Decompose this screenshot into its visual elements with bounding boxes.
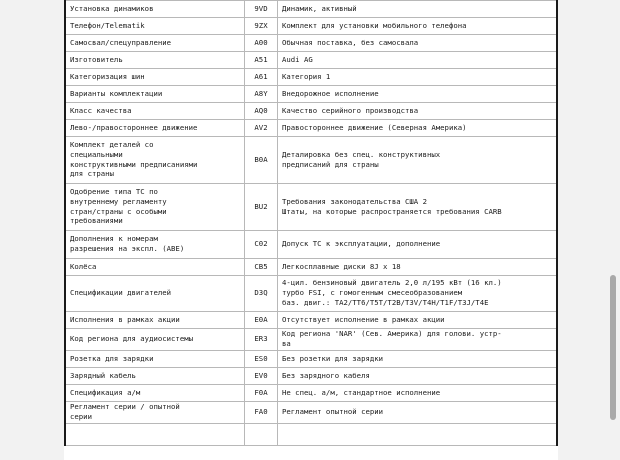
option-code [245,423,278,445]
option-code: EV0 [245,367,278,384]
option-value: Допуск ТС к эксплуатации, дополнение [278,230,557,258]
option-label: Лево-/правостороннее движение [66,119,245,136]
option-code: CB5 [245,258,278,275]
option-value: Категория 1 [278,68,557,85]
document-page [64,0,558,460]
option-label: Спецификация а/м [66,384,245,401]
option-code: A51 [245,51,278,68]
option-code: AV2 [245,119,278,136]
option-value: Без розетки для зарядки [278,350,557,367]
option-value: Комплект для установки мобильного телефона [278,17,557,34]
table-row [66,384,556,401]
option-code: ES0 [245,350,278,367]
option-label: Колёса [66,258,245,275]
option-label: Зарядный кабель [66,367,245,384]
option-code: BU2 [245,183,278,230]
table-row [66,328,556,350]
option-label: Телефон/Telematik [66,17,245,34]
option-value: Регламент опытной серии [278,401,557,423]
table-row [66,258,556,275]
option-code: C02 [245,230,278,258]
table-row [66,68,556,85]
option-value: Требования законодательства США 2 Штаты, на которые распространяется требования CARB [278,183,557,230]
option-value: Не спец. а/м, стандартное исполнение [278,384,557,401]
option-code: E0A [245,311,278,328]
table-row [66,17,556,34]
option-label: Установка динамиков [66,0,245,17]
option-value: Динамик, активный [278,0,557,17]
option-code: A8Y [245,85,278,102]
option-value: Отсутствует исполнение в рамках акции [278,311,557,328]
option-label: Дополнения к номерам разрешения на экспл. (ABE) [66,230,245,258]
option-code: ER3 [245,328,278,350]
option-code: A00 [245,34,278,51]
option-label: Одобрение типа ТС по внутреннему регламенту стран/страны с особыми требованиями [66,183,245,230]
option-code: 9VD [245,0,278,17]
table-row [66,401,556,423]
option-value: Деталировка без спец. конструктивных предписаний для страны [278,136,557,183]
table-row [66,119,556,136]
option-value: Код региона 'NAR' (Сев. Америка) для голови. устр- ва [278,328,557,350]
option-value: Правостороннее движение (Северная Америка) [278,119,557,136]
option-label: Варианты комплектации [66,85,245,102]
option-value: Обычная поставка, без самосвала [278,34,557,51]
equipment-table [66,0,556,446]
option-value: Качество серийного производства [278,102,557,119]
option-label: Код региона для аудиосистемы [66,328,245,350]
option-code: FA0 [245,401,278,423]
option-code: A61 [245,68,278,85]
option-value [278,423,557,445]
scrollbar-thumb[interactable] [610,275,616,420]
option-label: Категоризация шин [66,68,245,85]
option-value: Audi AG [278,51,557,68]
option-code: D3Q [245,275,278,311]
option-label: Исполнения в рамках акции [66,311,245,328]
table-row [66,34,556,51]
table-row [66,51,556,68]
table-row [66,423,556,445]
table-row [66,367,556,384]
table-row [66,230,556,258]
option-code: F0A [245,384,278,401]
option-value: Внедорожное исполнение [278,85,557,102]
option-label: Изготовитель [66,51,245,68]
option-label [66,423,245,445]
table-row [66,102,556,119]
table-row [66,311,556,328]
table-row [66,136,556,183]
table-row [66,350,556,367]
option-label: Регламент серии / опытной серии [66,401,245,423]
option-label: Спецификации двигателей [66,275,245,311]
option-value: Без зарядного кабеля [278,367,557,384]
option-code: 9ZX [245,17,278,34]
option-code: B0A [245,136,278,183]
option-value: 4-цил. бензиновый двигатель 2,0 л/195 кВт (16 кл.) турбо FSI, с гомогенным смесеобразованием баз. двиг.: TA2/TT6/T5T/T2B/T3V/T4H/T1F/T3J/T4E [278,275,557,311]
table-row [66,85,556,102]
option-code: AQ0 [245,102,278,119]
table-row [66,0,556,17]
equipment-table-frame [64,0,558,446]
table-row [66,275,556,311]
option-value: Легкосплавные диски 8J x 18 [278,258,557,275]
option-label: Розетка для зарядки [66,350,245,367]
option-label: Класс качества [66,102,245,119]
option-label: Самосвал/спецуправление [66,34,245,51]
option-label: Комплект деталей со специальными конструктивными предписаниями для страны [66,136,245,183]
table-row [66,183,556,230]
